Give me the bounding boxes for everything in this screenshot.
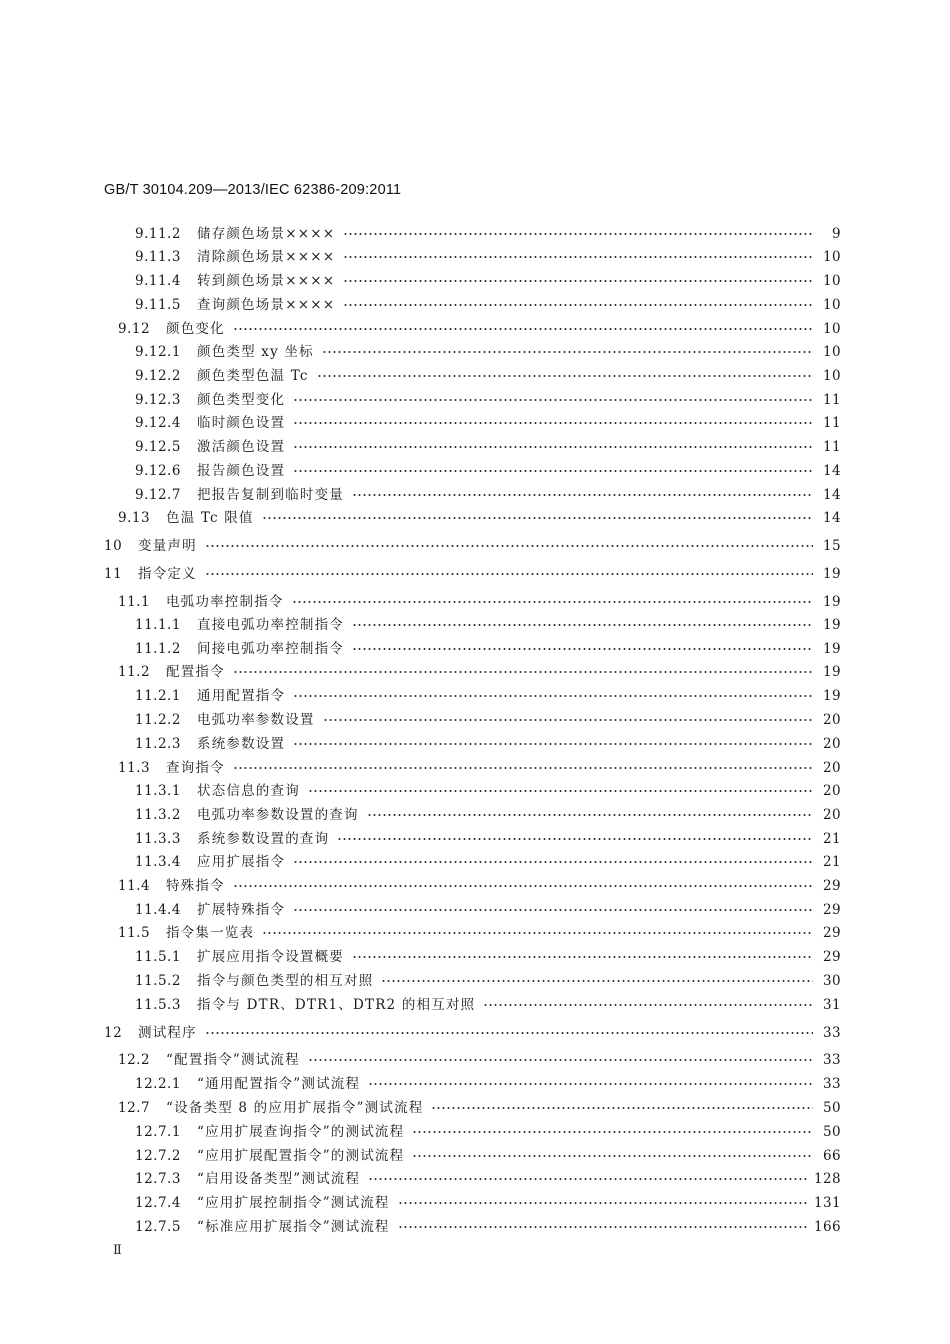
toc-entry-title: 转到颜色场景××××: [197, 273, 336, 289]
toc-entry: [118, 507, 841, 529]
toc-entry-page: 131: [814, 1195, 841, 1211]
toc-entry: [135, 294, 841, 316]
toc-entry: [118, 661, 841, 683]
toc-entry-page: 29: [823, 902, 841, 918]
toc-entry-title: “设备类型 8 的应用扩展指令”测试流程: [166, 1100, 424, 1116]
toc-entry-number: 9.12.1: [135, 344, 181, 360]
toc-entry: [118, 318, 841, 340]
toc-entry: [135, 994, 841, 1016]
toc-entry-page: 19: [823, 594, 841, 610]
toc-entry-title: 颜色变化: [166, 321, 225, 337]
toc-entry-number: 11.5: [118, 925, 151, 941]
toc-leader-dots: [343, 303, 813, 307]
toc-entry-number: 11.3.4: [135, 854, 181, 870]
toc-entry-number: 11.1: [118, 594, 151, 610]
toc-leader-dots: [368, 1177, 808, 1181]
toc-leader-dots: [293, 421, 813, 425]
toc-entry-title: 报告颜色设置: [197, 463, 286, 479]
toc-entry: [135, 389, 841, 411]
toc-entry-number: 12.7: [118, 1100, 151, 1116]
toc-entry-number: 11.3: [118, 760, 151, 776]
toc-entry-title: “应用扩展配置指令”的测试流程: [197, 1148, 405, 1164]
toc-entry-title: 颜色类型变化: [197, 392, 286, 408]
toc-entry-number: 11.1.1: [135, 617, 181, 633]
toc-leader-dots: [398, 1225, 808, 1229]
toc-entry-page: 66: [823, 1148, 841, 1164]
toc-entry-title: 查询指令: [166, 760, 225, 776]
toc-entry-page: 33: [823, 1076, 841, 1092]
toc-entry: [135, 638, 841, 660]
toc-leader-dots: [308, 1058, 813, 1062]
toc-entry-title: 间接电弧功率控制指令: [197, 641, 344, 657]
toc-entry-title: 激活颜色设置: [197, 439, 286, 455]
toc-entry-page: 21: [823, 854, 841, 870]
toc-leader-dots: [352, 955, 813, 959]
toc-entry-page: 20: [823, 736, 841, 752]
toc-entry-number: 12.7.5: [135, 1219, 181, 1235]
toc-leader-dots: [205, 544, 813, 548]
toc-entry-number: 9.11.2: [135, 226, 181, 242]
toc-leader-dots: [368, 1082, 813, 1086]
toc-leader-dots: [352, 647, 813, 651]
toc-entry-page: 33: [823, 1025, 841, 1041]
toc-entry-title: “通用配置指令”测试流程: [197, 1076, 361, 1092]
toc-entry: [135, 484, 841, 506]
toc-entry-title: 配置指令: [166, 664, 225, 680]
toc-entry: [135, 828, 841, 850]
toc-leader-dots: [293, 445, 813, 449]
toc-leader-dots: [322, 350, 813, 354]
toc-entry: [135, 946, 841, 968]
toc-entry: [118, 757, 841, 779]
toc-entry-page: 15: [823, 538, 841, 554]
toc-entry-title: 变量声明: [138, 538, 197, 554]
toc-entry-number: 11.3.1: [135, 783, 181, 799]
toc-entry: [135, 1192, 841, 1214]
toc-entry-number: 9.13: [118, 510, 151, 526]
toc-entry-title: 把报告复制到临时变量: [197, 487, 344, 503]
toc-entry-number: 11.1.2: [135, 641, 181, 657]
toc-entry: [104, 563, 841, 585]
toc-entry: [135, 1145, 841, 1167]
toc-leader-dots: [293, 469, 813, 473]
toc-entry-number: 9.12.2: [135, 368, 181, 384]
toc-entry-number: 9.11.5: [135, 297, 181, 313]
toc-entry-page: 50: [823, 1124, 841, 1140]
toc-entry-title: 指令定义: [138, 566, 197, 582]
toc-entry-title: 色温 Tc 限值: [166, 510, 254, 526]
toc-leader-dots: [233, 327, 813, 331]
toc-entry-number: 12.7.4: [135, 1195, 181, 1211]
toc-leader-dots: [262, 516, 813, 520]
toc-entry: [135, 412, 841, 434]
toc-leader-dots: [293, 398, 813, 402]
toc-leader-dots: [343, 255, 813, 259]
toc-entry: [135, 1073, 841, 1095]
toc-entry: [135, 970, 841, 992]
toc-entry-number: 12.7.1: [135, 1124, 181, 1140]
toc-entry-page: 128: [814, 1171, 841, 1187]
toc-entry-page: 33: [823, 1052, 841, 1068]
toc-entry-title: 状态信息的查询: [197, 783, 300, 799]
toc-leader-dots: [412, 1154, 813, 1158]
toc-entry-page: 19: [823, 641, 841, 657]
toc-leader-dots: [293, 742, 813, 746]
toc-entry-page: 21: [823, 831, 841, 847]
toc-entry-title: 颜色类型 xy 坐标: [197, 344, 314, 360]
toc-entry: [135, 1216, 841, 1238]
toc-entry-page: 19: [823, 664, 841, 680]
toc-leader-dots: [317, 374, 813, 378]
toc-entry-title: 扩展特殊指令: [197, 902, 286, 918]
toc-entry-number: 9.12.6: [135, 463, 181, 479]
toc-entry-number: 9.12.4: [135, 415, 181, 431]
toc-entry-title: 指令集一览表: [166, 925, 255, 941]
toc-entry-title: 测试程序: [138, 1025, 197, 1041]
toc-entry-title: 系统参数设置: [197, 736, 286, 752]
toc-leader-dots: [292, 600, 813, 604]
toc-entry: [135, 436, 841, 458]
toc-entry-number: 11.2.1: [135, 688, 181, 704]
toc-entry-title: 特殊指令: [166, 878, 225, 894]
toc-entry-number: 11.5.2: [135, 973, 181, 989]
toc-entry-title: 应用扩展指令: [197, 854, 286, 870]
toc-entry-page: 19: [823, 688, 841, 704]
toc-entry-title: “启用设备类型”测试流程: [197, 1171, 361, 1187]
toc-entry-page: 29: [823, 878, 841, 894]
toc-entry-number: 9.11.4: [135, 273, 181, 289]
toc-leader-dots: [337, 837, 813, 841]
toc-leader-dots: [233, 884, 813, 888]
toc-entry: [135, 804, 841, 826]
toc-leader-dots: [381, 979, 813, 983]
toc-leader-dots: [431, 1106, 813, 1110]
toc-leader-dots: [352, 493, 813, 497]
toc-entry-title: 指令与 DTR、DTR1、DTR2 的相互对照: [197, 997, 476, 1013]
toc-entry-number: 11.2.2: [135, 712, 181, 728]
toc-entry-number: 11.4: [118, 878, 151, 894]
toc-entry: [135, 851, 841, 873]
toc-entry-number: 9.12.7: [135, 487, 181, 503]
toc-leader-dots: [233, 766, 813, 770]
toc-entry-page: 11: [823, 439, 841, 455]
toc-entry: [104, 535, 841, 557]
toc-entry-number: 12.7.3: [135, 1171, 181, 1187]
toc-entry-page: 20: [823, 783, 841, 799]
toc-entry: [118, 922, 841, 944]
toc-entry-title: 系统参数设置的查询: [197, 831, 330, 847]
toc-entry-page: 11: [823, 392, 841, 408]
toc-entry-title: 指令与颜色类型的相互对照: [197, 973, 374, 989]
toc-entry-title: 电弧功率控制指令: [166, 594, 284, 610]
toc-entry: [118, 1097, 841, 1119]
toc-entry-page: 50: [823, 1100, 841, 1116]
toc-entry: [104, 1022, 841, 1044]
toc-leader-dots: [293, 860, 813, 864]
toc-entry-page: 20: [823, 712, 841, 728]
toc-entry: [135, 270, 841, 292]
toc-leader-dots: [293, 694, 813, 698]
toc-entry-title: 颜色类型色温 Tc: [197, 368, 309, 384]
toc-leader-dots: [233, 670, 813, 674]
toc-entry: [135, 246, 841, 268]
toc-leader-dots: [343, 279, 813, 283]
toc-entry: [118, 1049, 841, 1071]
toc-leader-dots: [308, 789, 813, 793]
toc-leader-dots: [343, 232, 813, 236]
toc-entry-number: 11.2.3: [135, 736, 181, 752]
toc-entry-number: 12.2.1: [135, 1076, 181, 1092]
toc-entry-title: 通用配置指令: [197, 688, 286, 704]
toc-entry-page: 10: [823, 368, 841, 384]
toc-entry-number: 12.2: [118, 1052, 151, 1068]
toc-entry: [118, 875, 841, 897]
toc-leader-dots: [352, 623, 813, 627]
toc-entry: [135, 460, 841, 482]
toc-entry: [135, 733, 841, 755]
toc-entry-number: 11.3.3: [135, 831, 181, 847]
toc-entry-page: 10: [823, 344, 841, 360]
toc-entry-number: 9.11.3: [135, 249, 181, 265]
toc-entry-page: 19: [823, 617, 841, 633]
toc-leader-dots: [293, 908, 813, 912]
toc-entry-number: 11.4.4: [135, 902, 181, 918]
toc-entry-page: 30: [823, 973, 841, 989]
toc-entry-page: 19: [823, 566, 841, 582]
toc-entry-title: 直接电弧功率控制指令: [197, 617, 344, 633]
toc-entry: [135, 223, 841, 245]
toc-entry-title: 清除颜色场景××××: [197, 249, 336, 265]
toc-entry: [135, 341, 841, 363]
toc-entry-number: 9.12.3: [135, 392, 181, 408]
toc-entry-page: 14: [823, 510, 841, 526]
toc-entry-title: “应用扩展控制指令”测试流程: [197, 1195, 390, 1211]
toc-entry-number: 11.2: [118, 664, 151, 680]
toc-entry: [135, 1168, 841, 1190]
toc-entry: [135, 780, 841, 802]
toc-entry-number: 12.7.2: [135, 1148, 181, 1164]
toc-entry-title: “应用扩展查询指令”的测试流程: [197, 1124, 405, 1140]
toc-entry-page: 10: [823, 249, 841, 265]
toc-leader-dots: [367, 813, 813, 817]
toc-entry-number: 12: [104, 1025, 123, 1041]
document-header: GB/T 30104.209—2013/IEC 62386-209:2011: [104, 182, 402, 198]
toc-leader-dots: [483, 1003, 813, 1007]
toc-entry-title: 电弧功率参数设置: [197, 712, 315, 728]
toc-leader-dots: [205, 572, 813, 576]
toc-entry-page: 20: [823, 807, 841, 823]
toc-leader-dots: [205, 1031, 813, 1035]
toc-leader-dots: [412, 1130, 813, 1134]
toc-entry: [135, 685, 841, 707]
toc-leader-dots: [398, 1201, 808, 1205]
toc-entry: [135, 1121, 841, 1143]
toc-entry-page: 10: [823, 297, 841, 313]
toc-entry-number: 11.3.2: [135, 807, 181, 823]
toc-entry-number: 11.5.1: [135, 949, 181, 965]
toc-entry-number: 11: [104, 566, 123, 582]
toc-entry-page: 166: [814, 1219, 841, 1235]
toc-entry-title: 临时颜色设置: [197, 415, 286, 431]
toc-entry-number: 9.12.5: [135, 439, 181, 455]
toc-entry-page: 14: [823, 487, 841, 503]
toc-entry-page: 29: [823, 949, 841, 965]
toc-entry-number: 11.5.3: [135, 997, 181, 1013]
toc-entry-page: 14: [823, 463, 841, 479]
toc-entry-title: “标准应用扩展指令”测试流程: [197, 1219, 390, 1235]
toc-entry-page: 11: [823, 415, 841, 431]
toc-entry: [135, 899, 841, 921]
toc-leader-dots: [262, 931, 813, 935]
toc-entry: [118, 591, 841, 613]
toc-entry-page: 31: [823, 997, 841, 1013]
toc-entry-page: 9: [832, 226, 841, 242]
toc-entry-page: 20: [823, 760, 841, 776]
toc-leader-dots: [323, 718, 813, 722]
toc-entry-number: 10: [104, 538, 123, 554]
toc-entry-title: 扩展应用指令设置概要: [197, 949, 344, 965]
toc-entry: [135, 614, 841, 636]
toc-entry-title: 电弧功率参数设置的查询: [197, 807, 359, 823]
toc-entry-number: 9.12: [118, 321, 151, 337]
toc-entry-title: “配置指令”测试流程: [166, 1052, 300, 1068]
toc-entry-page: 10: [823, 273, 841, 289]
toc-entry-title: 查询颜色场景××××: [197, 297, 336, 313]
toc-entry: [135, 365, 841, 387]
toc-entry: [135, 709, 841, 731]
page-number: Ⅱ: [113, 1243, 122, 1258]
toc-entry-title: 储存颜色场景××××: [197, 226, 336, 242]
toc-entry-page: 29: [823, 925, 841, 941]
toc-entry-page: 10: [823, 321, 841, 337]
